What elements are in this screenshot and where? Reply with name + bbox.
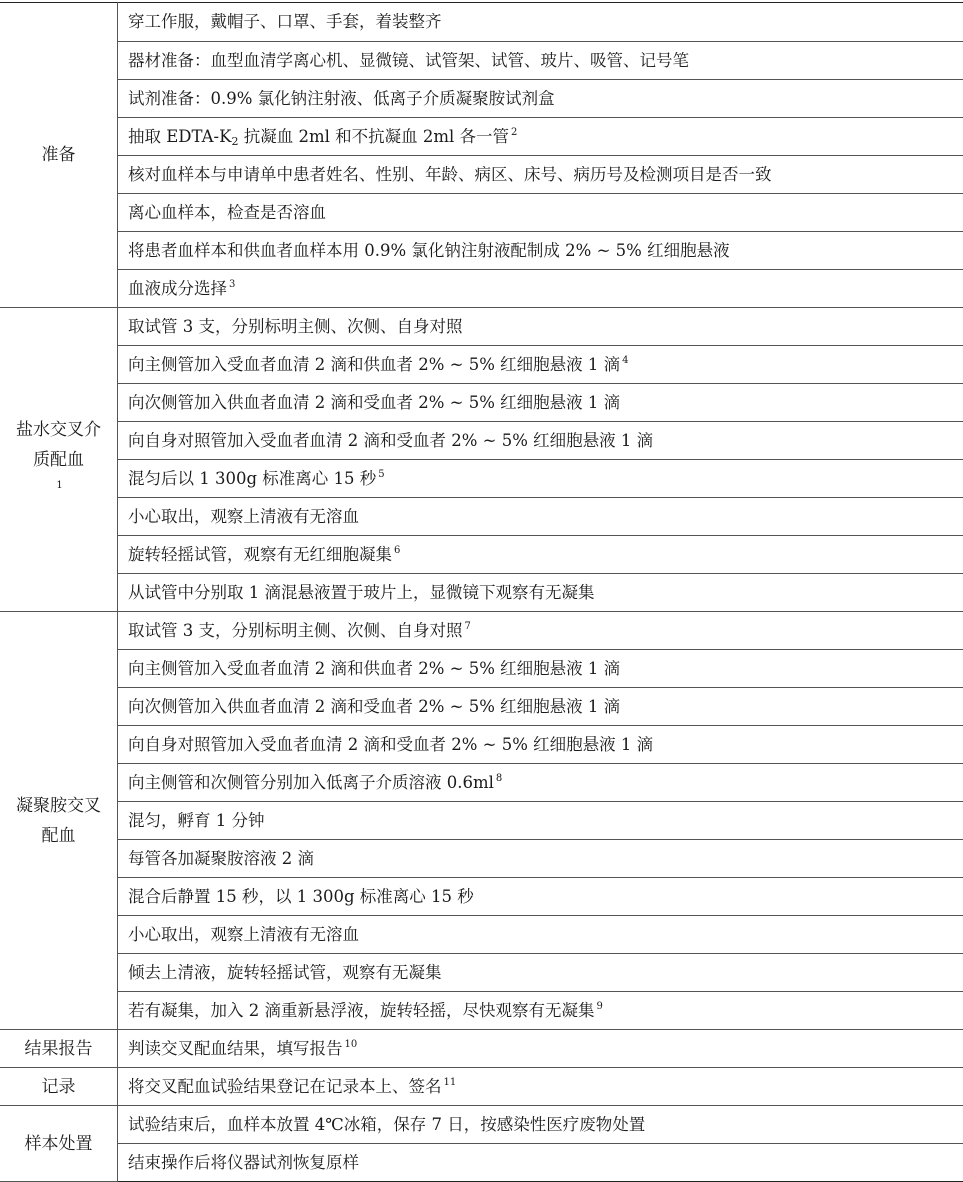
step-cell: 混匀，孵育 1 分钟 [118, 802, 963, 840]
section-label: 盐水交叉介质配血$^1$ [0, 308, 118, 612]
footnote-ref: 2 [511, 127, 517, 138]
section-label: 准备 [0, 3, 118, 308]
step-cell: 旋转轻摇试管，观察有无红细胞凝集 $^6$ [118, 536, 963, 574]
step-cell: 将患者血样本和供血者血样本用 0.9% 氯化钠注射液配制成 2% ~ 5% 红细胞悬液 [118, 232, 963, 270]
step-cell: 向主侧管加入受血者血清 2 滴和供血者 2% ~ 5% 红细胞悬液 1 滴 [118, 650, 963, 688]
step-cell: 结束操作后将仪器试剂恢复原样 [118, 1144, 963, 1182]
step-cell: 穿工作服，戴帽子、口罩、手套，着装整齐 [118, 3, 963, 42]
table-row [0, 840, 963, 878]
footnote-ref: 5 [378, 469, 384, 480]
table-row [0, 992, 963, 1030]
step-cell: 向主侧管加入受血者血清 2 滴和供血者 2% ~ 5% 红细胞悬液 1 滴 $^4$ [118, 346, 963, 384]
table-row [0, 650, 963, 688]
table-row [0, 1106, 963, 1144]
footnote-ref: 6 [394, 545, 400, 556]
footnote-ref: 1 [56, 480, 62, 491]
table-row [0, 764, 963, 802]
step-cell: 小心取出，观察上清液有无溶血 [118, 916, 963, 954]
footnote-ref: 7 [465, 621, 471, 632]
table-row [0, 270, 963, 308]
step-cell: 倾去上清液，旋转轻摇试管，观察有无凝集 [118, 954, 963, 992]
table-row [0, 384, 963, 422]
table-row [0, 308, 963, 346]
table-row [0, 118, 963, 156]
table-row [0, 422, 963, 460]
table-row [0, 954, 963, 992]
step-cell: 向主侧管和次侧管分别加入低离子介质溶液 0.6ml $^8$ [118, 764, 963, 802]
step-cell: 取试管 3 支，分别标明主侧、次侧、自身对照 $^7$ [118, 612, 963, 650]
table-row [0, 1030, 963, 1068]
footnote-ref: 9 [597, 1001, 603, 1012]
table-row [0, 80, 963, 118]
table-row [0, 346, 963, 384]
table-row [0, 42, 963, 80]
step-cell: 混匀后以 1 300g 标准离心 15 秒 $^5$ [118, 460, 963, 498]
table-row [0, 612, 963, 650]
step-cell: 每管各加凝聚胺溶液 2 滴 [118, 840, 963, 878]
section-label: 结果报告 [0, 1030, 118, 1068]
table-row [0, 1068, 963, 1106]
step-cell: 从试管中分别取 1 滴混悬液置于玻片上，显微镜下观察有无凝集 [118, 574, 963, 612]
step-cell: 小心取出，观察上清液有无溶血 [118, 498, 963, 536]
step-cell: 若有凝集，加入 2 滴重新悬浮液，旋转轻摇，尽快观察有无凝集 $^9$ [118, 992, 963, 1030]
step-cell: 试验结束后，血样本放置 4℃冰箱，保存 7 日，按感染性医疗废物处置 [118, 1106, 963, 1144]
step-cell: 抽取 EDTA-$K_2$ 抗凝血 2ml 和不抗凝血 2ml 各一管 $^2$ [118, 118, 963, 156]
step-cell: 向自身对照管加入受血者血清 2 滴和受血者 2% ~ 5% 红细胞悬液 1 滴 [118, 422, 963, 460]
table-row [0, 802, 963, 840]
step-cell: 向自身对照管加入受血者血清 2 滴和受血者 2% ~ 5% 红细胞悬液 1 滴 [118, 726, 963, 764]
step-cell: 血液成分选择 $^3$ [118, 270, 963, 308]
table-row [0, 916, 963, 954]
step-cell: 将交叉配血试验结果登记在记录本上、签名 $^{11}$ [118, 1068, 963, 1106]
section-label: 凝聚胺交叉配血 [0, 612, 118, 1030]
section-label: 样本处置 [0, 1106, 118, 1182]
step-cell: 取试管 3 支，分别标明主侧、次侧、自身对照 [118, 308, 963, 346]
table-row [0, 194, 963, 232]
step-cell: 离心血样本，检查是否溶血 [118, 194, 963, 232]
table-row [0, 460, 963, 498]
table-row [0, 688, 963, 726]
step-cell: 向次侧管加入供血者血清 2 滴和受血者 2% ~ 5% 红细胞悬液 1 滴 [118, 384, 963, 422]
step-cell: 试剂准备：0.9% 氯化钠注射液、低离子介质凝聚胺试剂盒 [118, 80, 963, 118]
table-row [0, 878, 963, 916]
table-row [0, 726, 963, 764]
step-cell: 器材准备：血型血清学离心机、显微镜、试管架、试管、玻片、吸管、记号笔 [118, 42, 963, 80]
step-cell: 判读交叉配血结果，填写报告 $^{10}$ [118, 1030, 963, 1068]
step-cell: 向次侧管加入供血者血清 2 滴和受血者 2% ~ 5% 红细胞悬液 1 滴 [118, 688, 963, 726]
step-cell: 核对血样本与申请单中患者姓名、性别、年龄、病区、床号、病历号及检测项目是否一致 [118, 156, 963, 194]
table-row [0, 498, 963, 536]
procedure-table [0, 2, 963, 1182]
table-row [0, 3, 963, 42]
footnote-ref: 8 [496, 773, 502, 784]
footnote-ref: 3 [229, 279, 235, 290]
table-row [0, 156, 963, 194]
footnote-ref: 10 [345, 1039, 358, 1050]
table-row [0, 232, 963, 270]
footnote-ref: 11 [444, 1077, 457, 1088]
footnote-ref: 4 [622, 355, 628, 366]
step-cell: 混合后静置 15 秒，以 1 300g 标准离心 15 秒 [118, 878, 963, 916]
table-row [0, 536, 963, 574]
table-row [0, 1144, 963, 1182]
section-label: 记录 [0, 1068, 118, 1106]
table-row [0, 574, 963, 612]
